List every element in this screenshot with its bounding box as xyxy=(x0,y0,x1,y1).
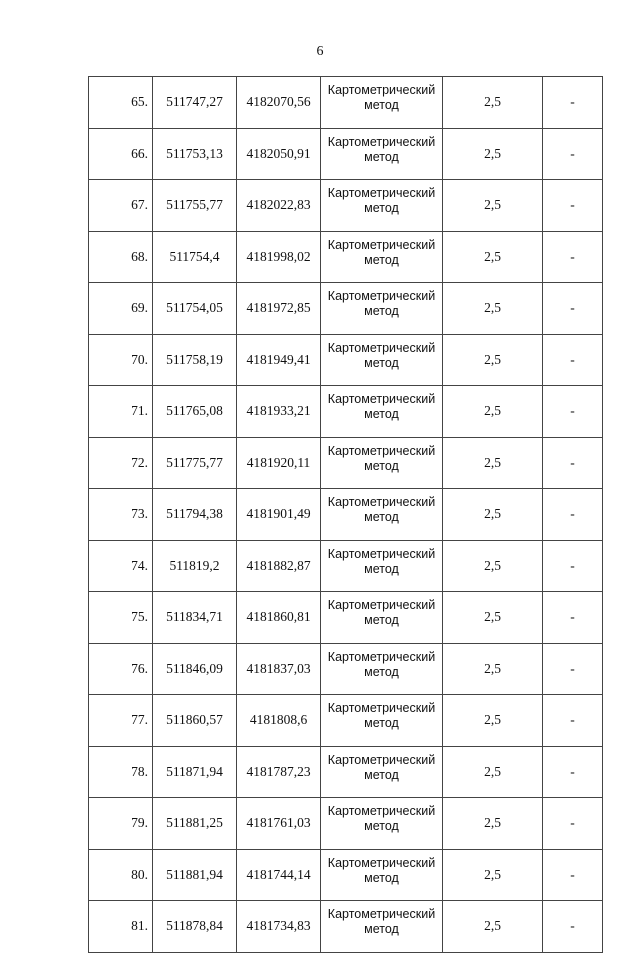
method-cell xyxy=(321,901,443,953)
method-text: метод xyxy=(364,922,399,937)
note-cell: - xyxy=(543,643,603,695)
accuracy-cell: 2,5 xyxy=(443,540,543,592)
x-coordinate-cell: 511846,09 xyxy=(153,643,237,695)
method-text: Картометрический xyxy=(327,443,436,458)
x-coordinate-cell: 511747,27 xyxy=(153,77,237,129)
x-coordinate-cell: 511881,25 xyxy=(153,798,237,850)
method-text: Картометрический xyxy=(327,701,436,716)
method-cell xyxy=(321,437,443,489)
accuracy-cell: 2,5 xyxy=(443,592,543,644)
x-coordinate-cell: 511754,05 xyxy=(153,283,237,335)
method-cell xyxy=(321,283,443,335)
point-number-cell: 74. xyxy=(89,540,153,592)
x-coordinate-cell: 511878,84 xyxy=(153,901,237,953)
method-text: метод xyxy=(364,767,399,782)
table-row xyxy=(89,77,603,129)
method-text: метод xyxy=(364,716,399,731)
accuracy-cell: 2,5 xyxy=(443,695,543,747)
note-cell: - xyxy=(543,695,603,747)
method-cell xyxy=(321,128,443,180)
note-cell: - xyxy=(543,283,603,335)
point-number-cell: 71. xyxy=(89,386,153,438)
note-cell: - xyxy=(543,540,603,592)
method-cell xyxy=(321,798,443,850)
table-row xyxy=(89,849,603,901)
method-text: Картометрический xyxy=(327,804,436,819)
y-coordinate-cell: 4181761,03 xyxy=(237,798,321,850)
method-text: метод xyxy=(364,664,399,679)
method-text: Картометрический xyxy=(327,83,436,98)
x-coordinate-cell: 511881,94 xyxy=(153,849,237,901)
x-coordinate-cell: 511758,19 xyxy=(153,334,237,386)
y-coordinate-cell: 4182022,83 xyxy=(237,180,321,232)
method-text: Картометрический xyxy=(327,598,436,613)
x-coordinate-cell: 511775,77 xyxy=(153,437,237,489)
method-cell xyxy=(321,77,443,129)
method-cell xyxy=(321,386,443,438)
table-row xyxy=(89,180,603,232)
point-number-cell: 69. xyxy=(89,283,153,335)
accuracy-cell: 2,5 xyxy=(443,643,543,695)
y-coordinate-cell: 4181787,23 xyxy=(237,746,321,798)
point-number-cell: 70. xyxy=(89,334,153,386)
method-cell xyxy=(321,746,443,798)
method-text: Картометрический xyxy=(327,855,436,870)
method-cell xyxy=(321,643,443,695)
point-number-cell: 75. xyxy=(89,592,153,644)
x-coordinate-cell: 511753,13 xyxy=(153,128,237,180)
note-cell: - xyxy=(543,901,603,953)
method-text: метод xyxy=(364,510,399,525)
table-row xyxy=(89,746,603,798)
point-number-cell: 76. xyxy=(89,643,153,695)
note-cell: - xyxy=(543,489,603,541)
table-row xyxy=(89,437,603,489)
note-cell: - xyxy=(543,334,603,386)
method-cell xyxy=(321,592,443,644)
accuracy-cell: 2,5 xyxy=(443,386,543,438)
coordinates-table-body xyxy=(89,77,603,953)
point-number-cell: 80. xyxy=(89,849,153,901)
accuracy-cell: 2,5 xyxy=(443,849,543,901)
note-cell: - xyxy=(543,746,603,798)
y-coordinate-cell: 4181972,85 xyxy=(237,283,321,335)
note-cell: - xyxy=(543,180,603,232)
method-cell xyxy=(321,489,443,541)
method-text: метод xyxy=(364,458,399,473)
table-row xyxy=(89,334,603,386)
method-text: метод xyxy=(364,819,399,834)
point-number-cell: 81. xyxy=(89,901,153,953)
accuracy-cell: 2,5 xyxy=(443,901,543,953)
y-coordinate-cell: 4181882,87 xyxy=(237,540,321,592)
method-cell xyxy=(321,695,443,747)
y-coordinate-cell: 4181920,11 xyxy=(237,437,321,489)
accuracy-cell: 2,5 xyxy=(443,798,543,850)
x-coordinate-cell: 511765,08 xyxy=(153,386,237,438)
y-coordinate-cell: 4181933,21 xyxy=(237,386,321,438)
accuracy-cell: 2,5 xyxy=(443,283,543,335)
method-cell xyxy=(321,334,443,386)
note-cell: - xyxy=(543,231,603,283)
point-number-cell: 78. xyxy=(89,746,153,798)
point-number-cell: 79. xyxy=(89,798,153,850)
method-text: метод xyxy=(364,355,399,370)
method-text: метод xyxy=(364,98,399,113)
x-coordinate-cell: 511860,57 xyxy=(153,695,237,747)
y-coordinate-cell: 4182050,91 xyxy=(237,128,321,180)
accuracy-cell: 2,5 xyxy=(443,231,543,283)
y-coordinate-cell: 4181998,02 xyxy=(237,231,321,283)
method-text: Картометрический xyxy=(327,134,436,149)
point-number-cell: 65. xyxy=(89,77,153,129)
point-number-cell: 72. xyxy=(89,437,153,489)
table-row xyxy=(89,798,603,850)
table-row xyxy=(89,283,603,335)
accuracy-cell: 2,5 xyxy=(443,334,543,386)
method-text: Картометрический xyxy=(327,546,436,561)
y-coordinate-cell: 4181901,49 xyxy=(237,489,321,541)
y-coordinate-cell: 4181860,81 xyxy=(237,592,321,644)
y-coordinate-cell: 4182070,56 xyxy=(237,77,321,129)
note-cell: - xyxy=(543,849,603,901)
table-row xyxy=(89,128,603,180)
coordinates-table xyxy=(88,76,603,953)
method-text: Картометрический xyxy=(327,907,436,922)
accuracy-cell: 2,5 xyxy=(443,180,543,232)
note-cell: - xyxy=(543,437,603,489)
method-text: метод xyxy=(364,252,399,267)
method-text: Картометрический xyxy=(327,186,436,201)
point-number-cell: 77. xyxy=(89,695,153,747)
x-coordinate-cell: 511834,71 xyxy=(153,592,237,644)
method-text: Картометрический xyxy=(327,392,436,407)
method-text: метод xyxy=(364,870,399,885)
table-row xyxy=(89,901,603,953)
note-cell: - xyxy=(543,592,603,644)
method-text: Картометрический xyxy=(327,237,436,252)
x-coordinate-cell: 511755,77 xyxy=(153,180,237,232)
point-number-cell: 67. xyxy=(89,180,153,232)
note-cell: - xyxy=(543,128,603,180)
point-number-cell: 73. xyxy=(89,489,153,541)
x-coordinate-cell: 511794,38 xyxy=(153,489,237,541)
method-text: Картометрический xyxy=(327,495,436,510)
method-text: Картометрический xyxy=(327,340,436,355)
table-row xyxy=(89,540,603,592)
method-cell xyxy=(321,540,443,592)
x-coordinate-cell: 511754,4 xyxy=(153,231,237,283)
table-row xyxy=(89,592,603,644)
method-text: метод xyxy=(364,407,399,422)
y-coordinate-cell: 4181837,03 xyxy=(237,643,321,695)
page-number: 6 xyxy=(316,44,324,59)
accuracy-cell: 2,5 xyxy=(443,77,543,129)
method-text: Картометрический xyxy=(327,649,436,664)
note-cell: - xyxy=(543,386,603,438)
accuracy-cell: 2,5 xyxy=(443,128,543,180)
x-coordinate-cell: 511819,2 xyxy=(153,540,237,592)
x-coordinate-cell: 511871,94 xyxy=(153,746,237,798)
accuracy-cell: 2,5 xyxy=(443,437,543,489)
method-text: Картометрический xyxy=(327,289,436,304)
note-cell: - xyxy=(543,798,603,850)
accuracy-cell: 2,5 xyxy=(443,746,543,798)
y-coordinate-cell: 4181808,6 xyxy=(237,695,321,747)
table-row xyxy=(89,386,603,438)
note-cell: - xyxy=(543,77,603,129)
y-coordinate-cell: 4181744,14 xyxy=(237,849,321,901)
table-row xyxy=(89,231,603,283)
point-number-cell: 68. xyxy=(89,231,153,283)
method-text: метод xyxy=(364,561,399,576)
table-row xyxy=(89,695,603,747)
method-cell xyxy=(321,180,443,232)
method-text: Картометрический xyxy=(327,752,436,767)
y-coordinate-cell: 4181949,41 xyxy=(237,334,321,386)
method-text: метод xyxy=(364,304,399,319)
method-cell xyxy=(321,231,443,283)
accuracy-cell: 2,5 xyxy=(443,489,543,541)
method-cell xyxy=(321,849,443,901)
method-text: метод xyxy=(364,201,399,216)
point-number-cell: 66. xyxy=(89,128,153,180)
table-row xyxy=(89,489,603,541)
y-coordinate-cell: 4181734,83 xyxy=(237,901,321,953)
method-text: метод xyxy=(364,613,399,628)
table-row xyxy=(89,643,603,695)
method-text: метод xyxy=(364,149,399,164)
